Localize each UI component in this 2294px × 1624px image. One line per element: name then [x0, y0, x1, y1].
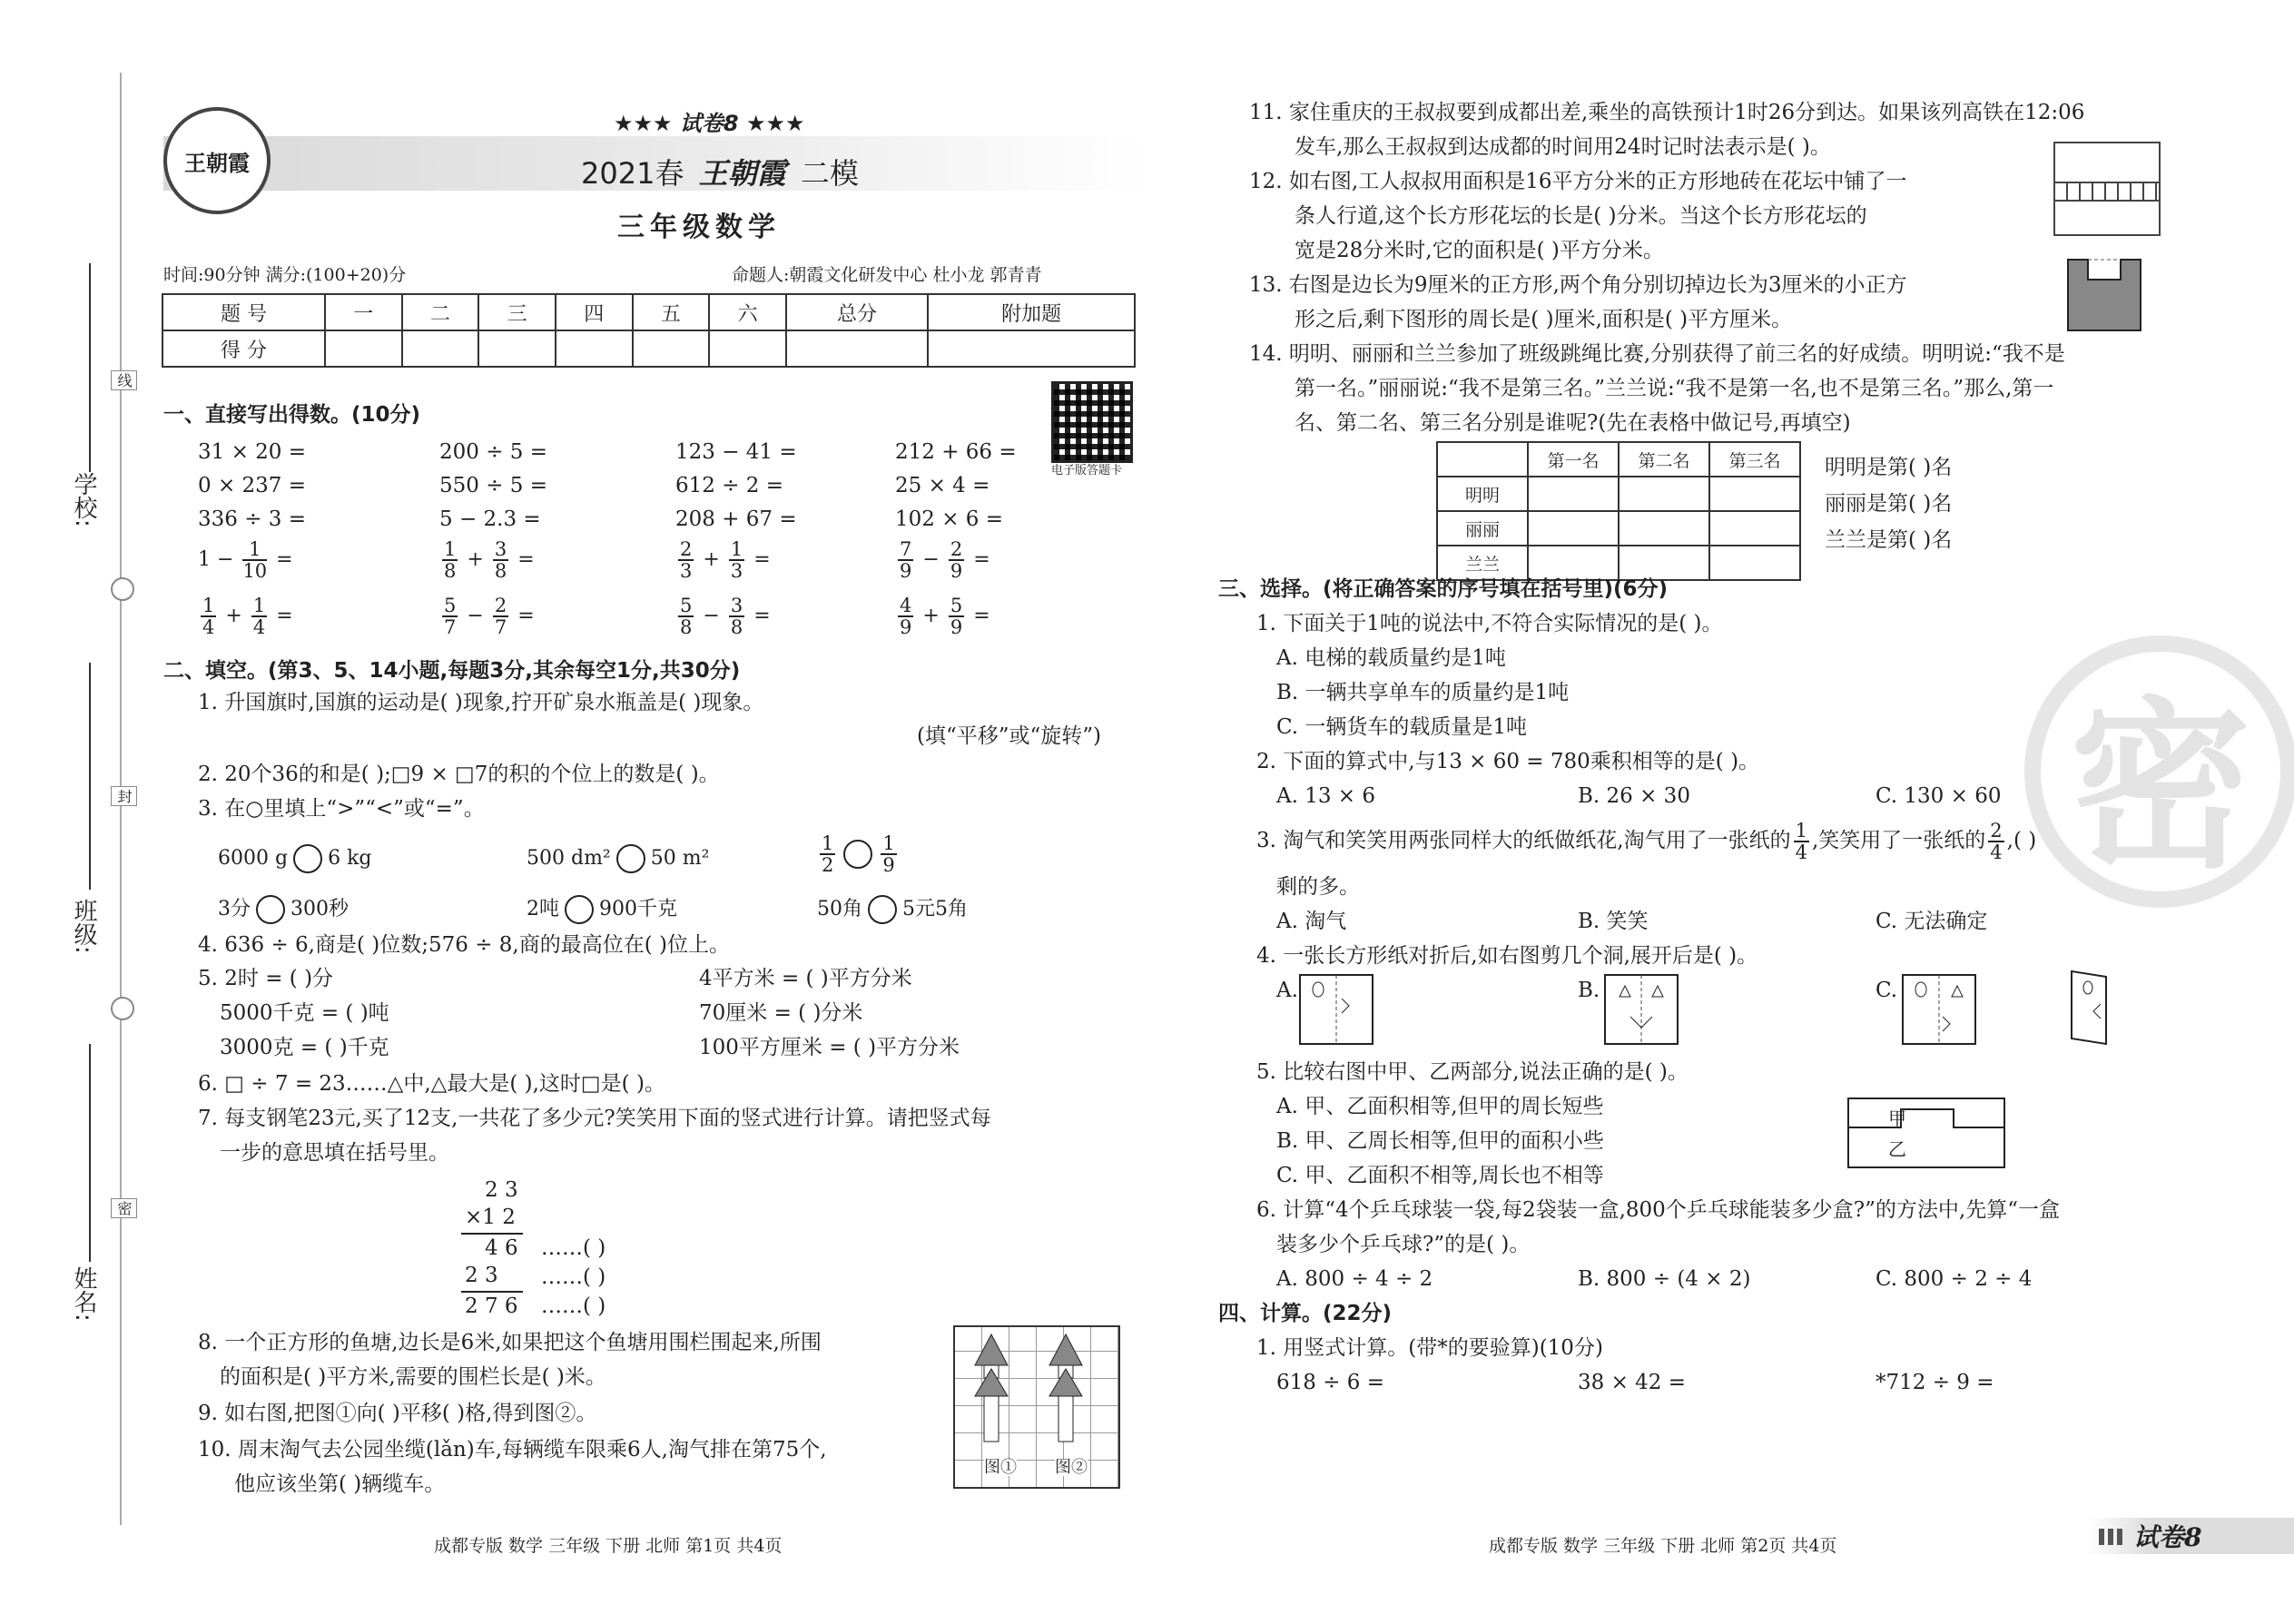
- vertical-calc-line: 4 6: [485, 1236, 518, 1260]
- logo-text: 王朝霞: [184, 149, 250, 176]
- choice-6b: 装多少个乒乓球?”的是( )。: [1276, 1233, 1531, 1256]
- rank-row-name: 丽丽: [1437, 511, 1528, 546]
- name-label: 姓名:: [70, 1266, 97, 1322]
- figure-2-label: 图②: [1055, 1458, 1088, 1477]
- choice-3-cont: 剩的多。: [1276, 875, 1360, 899]
- section-4-title: 四、计算。(22分): [1218, 1302, 1393, 1325]
- compare-circle[interactable]: [868, 895, 897, 924]
- question-7b: 一步的意思填在括号里。: [220, 1141, 449, 1165]
- choice-5: 5. 比较右图中甲、乙两部分,说法正确的是( )。: [1256, 1060, 1689, 1084]
- vertical-calc-rule: [461, 1291, 523, 1293]
- vertical-calc-line: 2 7 6: [465, 1294, 518, 1318]
- rank-header: 第三名: [1709, 442, 1800, 477]
- choice-1: 1. 下面关于1吨的说法中,不符合实际情况的是( )。: [1256, 612, 1723, 635]
- school-label: 学校:: [70, 472, 97, 527]
- question-11b: 发车,那么王叔叔到达成都的时间用24时记时法表示是( )。: [1295, 135, 1831, 159]
- score-cell[interactable]: [478, 330, 556, 367]
- name-blank[interactable]: [89, 1044, 91, 1262]
- score-head: 三: [478, 294, 556, 330]
- score-cell[interactable]: [928, 330, 1135, 367]
- score-cell[interactable]: [709, 330, 786, 367]
- choice-4-b: B.: [1578, 979, 1600, 1002]
- calc-item: 336 ÷ 3 =: [198, 507, 307, 531]
- question-5e: 3000克 = ( )千克: [220, 1036, 389, 1059]
- title-year: 2021春: [581, 156, 684, 191]
- score-head: 附加题: [928, 294, 1135, 330]
- calc-item: 31 × 20 =: [198, 440, 307, 464]
- logo: [163, 107, 271, 214]
- vertical-calc-item: 618 ÷ 6 =: [1276, 1371, 1385, 1394]
- vertical-calc-rule: [461, 1233, 523, 1235]
- question-5a: 5. 2时 = ( )分: [198, 967, 334, 990]
- question-7a: 7. 每支钢笔23元,买了12支,一共花了多少元?笑笑用下面的竖式进行计算。请把竖式每: [198, 1107, 991, 1130]
- question-4: 4. 636 ÷ 6,商是( )位数;576 ÷ 8,商的最高位在( )位上。: [198, 933, 730, 957]
- rank-cell[interactable]: [1709, 477, 1800, 511]
- calc-task-1: 1. 用竖式计算。(带*的要验算)(10分): [1256, 1336, 1603, 1360]
- answer-lanlan: 兰兰是第( )名: [1825, 528, 1953, 552]
- split-rectangle-figure: [1846, 1097, 2006, 1169]
- question-5f: 100平方厘米 = ( )平方分米: [699, 1036, 960, 1059]
- compare-item: 500 dm² 50 m²: [527, 844, 709, 873]
- calc-item-fraction: $\frac{4}{9}$ + $\frac{5}{9}$ =: [900, 595, 990, 639]
- section-3-title: 三、选择。(将正确答案的序号填在括号里)(6分): [1218, 577, 1669, 601]
- question-9: 9. 如右图,把图①向( )平移( )格,得到图②。: [198, 1402, 597, 1425]
- choice-3-c: C. 无法确定: [1876, 910, 1988, 933]
- question-13b: 形之后,剩下图形的周长是( )厘米,面积是( )平方厘米。: [1295, 308, 1793, 331]
- rank-row-name: 明明: [1437, 477, 1528, 511]
- choice-1-c: C. 一辆货车的载质量是1吨: [1276, 715, 1528, 739]
- compare-item: 50角 5元5角: [817, 893, 968, 924]
- question-8a: 8. 一个正方形的鱼塘,边长是6米,如果把这个鱼塘用围栏围起来,所围: [198, 1331, 822, 1354]
- choice-1-a: A. 电梯的载质量约是1吨: [1276, 646, 1506, 670]
- compare-circle[interactable]: [565, 895, 594, 924]
- question-1-note: (填“平移”或“旋转”): [917, 724, 1101, 748]
- choice-2-c: C. 130 × 60: [1876, 784, 2002, 808]
- calc-item: 200 ÷ 5 =: [439, 440, 548, 464]
- calc-item: 212 + 66 =: [895, 440, 1017, 464]
- calc-item: 550 ÷ 5 =: [439, 474, 548, 497]
- score-cell[interactable]: [556, 330, 633, 367]
- calc-item: 123 − 41 =: [675, 440, 797, 464]
- choice-2: 2. 下面的算式中,与13 × 60 = 780乘积相等的是( )。: [1256, 750, 1760, 773]
- seal-text: 密: [2069, 681, 2251, 893]
- calc-item-fraction: $\frac{5}{7}$ − $\frac{2}{7}$ =: [444, 595, 535, 639]
- unfolded-paper-a-figure: [1298, 973, 1374, 1046]
- subject-title: 三年级数学: [617, 212, 781, 243]
- page-2-footer: 成都专版 数学 三年级 下册 北师 第2页 共4页: [1489, 1536, 1837, 1556]
- calc-item: 5 − 2.3 =: [439, 507, 541, 531]
- folded-paper-figure: [2070, 968, 2110, 1046]
- compare-circle[interactable]: [843, 840, 872, 869]
- question-13a: 13. 右图是边长为9厘米的正方形,两个角分别切掉边长为3厘米的小正方: [1249, 273, 1907, 297]
- unfolded-paper-b-figure: [1603, 973, 1679, 1046]
- score-head: 二: [402, 294, 479, 330]
- score-table: [162, 293, 1136, 368]
- calc-item: 0 × 237 =: [198, 474, 307, 497]
- choice-2-a: A. 13 × 6: [1276, 784, 1376, 808]
- score-head: 六: [709, 294, 786, 330]
- choice-3: 3. 淘气和笑笑用两张同样大的纸做纸花,淘气用了一张纸的 $\frac{1}{4}$ ,笑笑用了一张纸的 $\frac{2}{4}$ ,( ): [1256, 820, 2037, 864]
- binding-hole-icon: [111, 997, 134, 1020]
- rank-cell[interactable]: [1709, 511, 1800, 546]
- compare-circle[interactable]: [616, 844, 645, 873]
- calc-item: 102 × 6 =: [895, 507, 1004, 531]
- step-meaning-blank[interactable]: ……( ): [541, 1236, 606, 1260]
- question-2: 2. 20个36的和是( );□9 × □7的积的个位上的数是( )。: [198, 763, 720, 786]
- seal-watermark: [2024, 635, 2294, 908]
- part-jia-label: 甲: [1888, 1107, 1906, 1129]
- question-14b: 第一名。”丽丽说:“我不是第三名。”兰兰说:“我不是第一名,也不是第三名。”那么,第一: [1295, 377, 2054, 400]
- calc-item: 208 + 67 =: [675, 507, 797, 531]
- compare-item: $\frac{1}{2}$ $\frac{1}{9}$: [822, 832, 895, 877]
- question-8b: 的面积是( )平方米,需要的围栏长是( )米。: [220, 1365, 606, 1389]
- question-10b: 他应该坐第( )辆缆车。: [234, 1472, 446, 1496]
- calc-item-fraction: $\frac{1}{4}$ + $\frac{1}{4}$ =: [202, 595, 293, 639]
- question-5b: 4平方米 = ( )平方分米: [699, 967, 912, 990]
- class-label: 班级:: [70, 899, 97, 954]
- calc-item: 25 × 4 =: [895, 474, 990, 497]
- title-brand: 王朝霞: [698, 156, 786, 191]
- step-meaning-blank[interactable]: ……( ): [541, 1265, 606, 1289]
- rank-header: 第一名: [1528, 442, 1619, 477]
- score-head: 题 号: [162, 294, 325, 330]
- rank-cell[interactable]: [1619, 546, 1709, 580]
- calc-item-fraction: $\frac{1}{8}$ + $\frac{3}{8}$ =: [444, 538, 535, 583]
- rank-cell[interactable]: [1709, 546, 1800, 580]
- compare-circle[interactable]: [256, 895, 285, 924]
- flower-bed-figure: [2053, 142, 2161, 236]
- calc-item-fraction: 1 − $\frac{1}{10}$ =: [198, 538, 293, 583]
- cut-square-figure: [2066, 258, 2142, 332]
- paper-badge: ★★★ 试卷8 ★★★: [614, 111, 805, 136]
- score-head: 一: [325, 294, 402, 330]
- vertical-calc-item: *712 ÷ 9 =: [1876, 1371, 1994, 1394]
- vertical-calc-item: 38 × 42 =: [1578, 1371, 1687, 1394]
- choice-4-c: C.: [1876, 979, 1898, 1002]
- rank-row-name: 兰兰: [1437, 546, 1528, 580]
- rank-header: 第二名: [1619, 442, 1709, 477]
- score-row-label: 得 分: [162, 330, 325, 367]
- answer-lili: 丽丽是第( )名: [1825, 492, 1953, 516]
- time-info: 时间:90分钟 满分:(100+20)分: [163, 265, 407, 285]
- translation-grid-figure: [953, 1325, 1120, 1489]
- compare-circle[interactable]: [293, 844, 322, 873]
- choice-4-a: A.: [1276, 979, 1298, 1002]
- calc-item-fraction: $\frac{2}{3}$ + $\frac{1}{3}$ =: [680, 538, 771, 583]
- calc-item: 612 ÷ 2 =: [675, 474, 784, 497]
- sidewalk-tiles: [2055, 182, 2159, 202]
- choice-5-c: C. 甲、乙面积不相等,周长也不相等: [1276, 1164, 1604, 1187]
- step-meaning-blank[interactable]: ……( ): [541, 1294, 606, 1318]
- choice-1-b: B. 一辆共享单车的质量约是1吨: [1276, 681, 1570, 704]
- question-12a: 12. 如右图,工人叔叔用面积是16平方分米的正方形地砖在花坛中铺了一: [1249, 170, 1907, 193]
- question-1: 1. 升国旗时,国旗的运动是( )现象,拧开矿泉水瓶盖是( )现象。: [198, 691, 764, 714]
- paper-tag-dots: [2099, 1529, 2122, 1545]
- score-head: 总分: [786, 294, 928, 330]
- choice-2-b: B. 26 × 30: [1578, 784, 1690, 808]
- choice-3-a: A. 淘气: [1276, 910, 1347, 933]
- question-14c: 名、第二名、第三名分别是谁呢?(先在表格中做记号,再填空): [1295, 411, 1851, 435]
- figure-1-label: 图①: [984, 1458, 1017, 1477]
- rank-cell[interactable]: [1619, 477, 1709, 511]
- part-yi-label: 乙: [1888, 1138, 1906, 1160]
- unfolded-paper-c-figure: [1901, 973, 1977, 1046]
- score-head: 五: [633, 294, 710, 330]
- choice-5-b: B. 甲、乙周长相等,但甲的面积小些: [1276, 1129, 1604, 1153]
- binding-mark-line: 线: [111, 370, 137, 390]
- compare-item: 6000 g 6 kg: [218, 844, 371, 873]
- choice-6-b: B. 800 ÷ (4 × 2): [1578, 1267, 1751, 1291]
- vertical-calc-line: 2 3: [485, 1178, 518, 1202]
- binding-mark-secret: 密: [111, 1198, 137, 1218]
- binding-mark-seal: 封: [111, 786, 137, 806]
- rank-cell[interactable]: [1528, 511, 1619, 546]
- section-1-title: 一、直接写出得数。(10分): [163, 403, 421, 427]
- exam-title: [581, 151, 859, 192]
- rank-corner: [1437, 442, 1528, 477]
- choice-4: 4. 一张长方形纸对折后,如右图剪几个洞,展开后是( )。: [1256, 944, 1758, 968]
- question-14a: 14. 明明、丽丽和兰兰参加了班级跳绳比赛,分别获得了前三名的好成绩。明明说:“我不是: [1249, 342, 2065, 366]
- question-10a: 10. 周末淘气去公园坐缆(lǎn)车,每辆缆车限乘6人,淘气排在第75个,: [198, 1438, 827, 1462]
- rank-cell[interactable]: [1619, 511, 1709, 546]
- rank-cell[interactable]: [1528, 477, 1619, 511]
- authors: 命题人:朝霞文化研发中心 杜小龙 郭青青: [732, 265, 1042, 285]
- choice-6-a: A. 800 ÷ 4 ÷ 2: [1276, 1267, 1433, 1291]
- school-blank[interactable]: [89, 263, 91, 472]
- calc-item-fraction: $\frac{7}{9}$ − $\frac{2}{9}$ =: [900, 538, 990, 583]
- title-exam: 二模: [800, 156, 859, 191]
- choice-3-b: B. 笑笑: [1578, 910, 1649, 933]
- question-6: 6. □ ÷ 7 = 23……△中,△最大是( ),这时□是( )。: [198, 1072, 665, 1096]
- question-3: 3. 在○里填上“>”“<”或“=”。: [198, 797, 485, 821]
- score-cell[interactable]: [402, 330, 479, 367]
- answer-mingming: 明明是第( )名: [1825, 456, 1953, 479]
- question-12b: 条人行道,这个长方形花坛的长是( )分米。当这个长方形花坛的: [1295, 204, 1867, 228]
- compare-item: 2吨 900千克: [527, 893, 677, 924]
- arrow-shapes: [955, 1327, 1118, 1487]
- ranking-table: [1436, 441, 1801, 581]
- score-cell[interactable]: [786, 330, 928, 367]
- compare-item: 3分 300秒: [218, 893, 349, 924]
- paper-tag: 试卷8: [2133, 1522, 2202, 1552]
- choice-5-a: A. 甲、乙面积相等,但甲的周长短些: [1276, 1095, 1604, 1118]
- qr-caption: 电子版答题卡: [1051, 464, 1123, 477]
- calc-item-fraction: $\frac{5}{8}$ − $\frac{3}{8}$ =: [680, 595, 771, 639]
- question-5c: 5000千克 = ( )吨: [220, 1001, 389, 1025]
- score-cell[interactable]: [633, 330, 710, 367]
- page-1-footer: 成都专版 数学 三年级 下册 北师 第1页 共4页: [434, 1536, 783, 1556]
- score-head: 四: [556, 294, 633, 330]
- qr-code-icon[interactable]: [1051, 381, 1133, 463]
- class-blank[interactable]: [89, 663, 91, 890]
- question-5d: 70厘米 = ( )分米: [699, 1001, 863, 1025]
- choice-6a: 6. 计算“4个乒乓球装一袋,每2袋装一盒,800个乒乓球能装多少盒?”的方法中,先算“一盒: [1256, 1198, 2060, 1222]
- score-cell[interactable]: [325, 330, 402, 367]
- question-11a: 11. 家住重庆的王叔叔要到成都出差,乘坐的高铁预计1时26分到达。如果该列高铁在12:06: [1249, 101, 2085, 124]
- rank-cell[interactable]: [1528, 546, 1619, 580]
- section-2-title: 二、填空。(第3、5、14小题,每题3分,其余每空1分,共30分): [163, 659, 741, 683]
- vertical-calc-line: ×1 2: [465, 1206, 516, 1229]
- vertical-calc-line: 2 3: [465, 1264, 498, 1287]
- choice-6-c: C. 800 ÷ 2 ÷ 4: [1876, 1267, 2033, 1291]
- binding-hole-icon: [111, 577, 134, 601]
- question-12c: 宽是28分米时,它的面积是( )平方分米。: [1295, 239, 1664, 262]
